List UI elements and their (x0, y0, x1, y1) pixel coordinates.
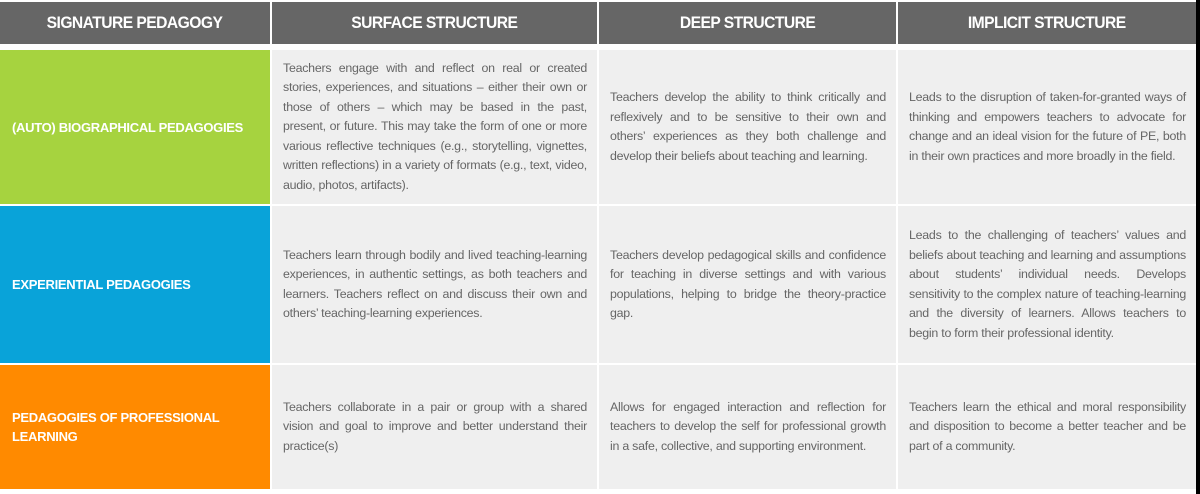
surface-cell (272, 365, 597, 489)
header-cell-surface-structure (272, 2, 597, 44)
image-border-edge (1196, 0, 1200, 494)
deep-cell (599, 365, 896, 489)
implicit-text: Leads to the disruption of taken-for-granted ways of thinking and empowers teachers to advocate for change and an ideal vision for the future of PE, both in their own practices and more broadly in the field. (909, 90, 1186, 163)
deep-cell (599, 206, 896, 363)
implicit-cell (898, 365, 1196, 489)
surface-cell (272, 206, 597, 363)
implicit-cell (898, 50, 1196, 204)
implicit-text: Leads to the challenging of teachers’ values and beliefs about teaching and learning and assumptions about students’ individual needs. Develops sensitivity to the complex nature of teaching-learning and the diversity of learners. Allows teachers to begin to form their professional identity. (909, 228, 1186, 340)
header-cell-implicit-structure (898, 2, 1196, 44)
deep-text: Allows for engaged interaction and reflection for teachers to develop the self for professional growth in a safe, collective, and supporting environment. (610, 399, 886, 453)
header-cell-signature-pedagogy (0, 2, 270, 44)
pedagogy-label: PEDAGOGIES OF PROFESSIONAL LEARNING (12, 410, 220, 444)
pedagogy-cell-biographical (0, 50, 270, 204)
header-cell-deep-structure (599, 2, 896, 44)
surface-cell (272, 50, 597, 204)
deep-text: Teachers develop pedagogical skills and confidence for teaching in diverse settings and with various populations, helping to bridge the theory-practice gap. (610, 247, 886, 320)
header-label: SURFACE STRUCTURE (351, 13, 518, 32)
deep-text: Teachers develop the ability to think critically and reflexively and to be sensitive to their own and others’ experiences as they both challenge and develop their beliefs about teaching and learning. (610, 90, 886, 163)
header-label: SIGNATURE PEDAGOGY (47, 13, 223, 32)
surface-text: Teachers collaborate in a pair or group with a shared vision and goal to improve and better understand their practice(s) (283, 399, 587, 453)
pedagogy-label: (AUTO) BIOGRAPHICAL PEDAGOGIES (12, 119, 244, 135)
header-label: IMPLICIT STRUCTURE (968, 13, 1126, 32)
pedagogy-cell-professional-learning (0, 365, 270, 489)
implicit-cell (898, 206, 1196, 363)
header-label: DEEP STRUCTURE (679, 13, 816, 32)
pedagogy-cell-experiential (0, 206, 270, 363)
implicit-text: Teachers learn the ethical and moral responsibility and disposition to become a better teacher and be part of a community. (909, 399, 1186, 453)
signature-pedagogy-table (0, 2, 1196, 489)
deep-cell (599, 50, 896, 204)
pedagogy-label: EXPERIENTIAL PEDAGOGIES (12, 277, 191, 292)
surface-text: Teachers engage with and reflect on real or created stories, experiences, and situations – either their own or those of others – which may be based in the past, present, or future. This may take the form of one or more various reflective techniques (e.g., storytelling, vignettes, written reflections) in a variety of formats (e.g., text, video, audio, photos, artifacts). (283, 60, 587, 192)
surface-text: Teachers learn through bodily and lived teaching-learning experiences, in authentic settings, as both teachers and learners. Teachers reflect on and discuss their own and others’ teaching-learning experiences. (283, 247, 587, 320)
